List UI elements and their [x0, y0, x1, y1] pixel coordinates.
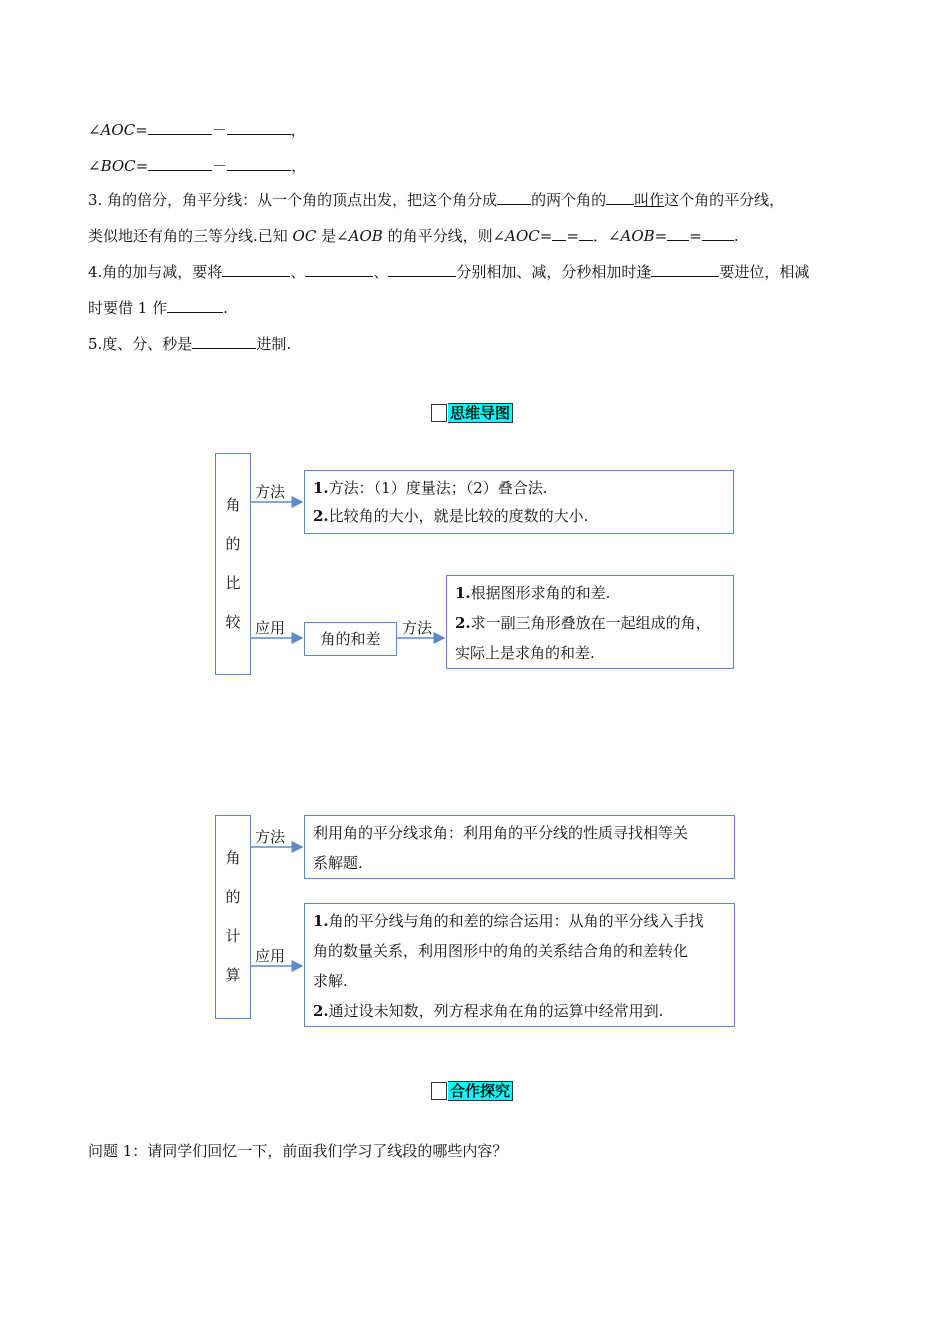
mindmap-title: 思维导图: [448, 403, 513, 423]
separator: 、: [290, 263, 306, 281]
equals: =: [539, 227, 553, 245]
angle-name: AOC: [505, 227, 540, 245]
text: 的角平分线，则∠: [382, 227, 506, 245]
text: 时要借 1 作: [88, 299, 168, 317]
equals: =: [566, 227, 579, 245]
item-text: 方法：（1）度量法；（2）叠合法.: [328, 479, 548, 497]
item-number: 1.: [313, 912, 329, 930]
angle-symbol: ∠: [88, 121, 101, 139]
coop-title: 合作探究: [448, 1081, 513, 1101]
root-char: 较: [225, 613, 241, 631]
text: ．∠: [592, 227, 621, 245]
period: .: [733, 227, 739, 245]
root-char: 的: [225, 888, 241, 906]
item-number: 2.: [313, 1002, 329, 1020]
equals: =: [135, 157, 149, 175]
map2-method-label: 方法: [255, 828, 286, 846]
item-text: 实际上是求角的和差.: [455, 644, 595, 662]
text: 的两个角的: [531, 191, 607, 209]
map1-root: [215, 453, 251, 675]
map1-method-label: 方法: [255, 483, 286, 501]
map1-method-box: [304, 470, 734, 534]
equals: =: [135, 121, 148, 139]
map2-apply-label: 应用: [255, 947, 286, 965]
item-text: 利用角的平分线求角：利用角的平分线的性质寻找相等关: [313, 824, 689, 842]
angle-name: AOC: [100, 121, 136, 139]
text: 类似地还有角的三等分线.已知: [88, 227, 293, 245]
text: 5.度、分、秒是: [88, 335, 193, 353]
map1-method-label-2: 方法: [402, 619, 433, 637]
map2-apply-box: [304, 903, 735, 1027]
map1-apply-box: [446, 575, 734, 669]
item-number: 2.: [455, 614, 471, 632]
text: 4.角的加与减，要将: [88, 263, 223, 281]
root-char: 计: [225, 927, 241, 945]
ray-name: OC: [292, 227, 317, 245]
text: 3. 角的倍分，角平分线：从一个角的顶点出发，把这个角分成: [88, 191, 498, 209]
comma: ，: [290, 121, 306, 139]
root-char: 角: [225, 496, 241, 514]
angle-symbol: ∠: [88, 157, 101, 175]
separator: 、: [373, 263, 389, 281]
text: 分别相加、减，分秒相加时逢: [456, 263, 652, 281]
item-text: 系解题.: [313, 854, 363, 872]
root-char: 算: [225, 966, 241, 984]
text: 是∠: [316, 227, 349, 245]
heading-square-icon: [431, 1082, 447, 1100]
angle-name: BOC: [100, 157, 136, 175]
item-text: 求解.: [313, 972, 348, 990]
item-text: 角的平分线与角的和差的综合运用：从角的平分线入手找: [328, 912, 704, 930]
item-text: 角的数量关系，利用图形中的角的关系结合角的和差转化: [313, 942, 689, 960]
item-number: 1.: [313, 479, 329, 497]
map1-apply-label: 应用: [255, 619, 286, 637]
equals: =: [654, 227, 668, 245]
map2-root: [215, 815, 251, 1019]
item-text: 求一副三角形叠放在一起组成的角，: [470, 614, 711, 632]
item-text: 通过设未知数，列方程求角在角的运算中经常用到.: [328, 1002, 664, 1020]
underlined-text: 叫作: [634, 191, 665, 209]
item-number: 1.: [455, 584, 471, 602]
angle-name: AOB: [620, 227, 655, 245]
minus: －: [212, 157, 228, 175]
question-1: 问题 1：请同学们回忆一下，前面我们学习了线段的哪些内容？: [88, 1142, 508, 1160]
period: .: [223, 299, 228, 317]
map2-method-box: [304, 815, 735, 879]
angle-name: AOB: [348, 227, 383, 245]
coop-heading: [431, 1081, 513, 1101]
text: 这个角的平分线，: [664, 191, 785, 209]
root-char: 比: [225, 574, 241, 592]
root-char: 的: [225, 535, 241, 553]
text: 要进位，相减: [719, 263, 810, 281]
text: 进制.: [256, 335, 292, 353]
item-text: 根据图形求角的和差.: [470, 584, 611, 602]
map1-middle-box: 角的和差: [304, 622, 397, 656]
comma: ，: [291, 157, 307, 175]
equals: =: [689, 227, 702, 245]
root-char: 角: [225, 849, 241, 867]
minus: －: [211, 121, 227, 139]
item-number: 2.: [313, 507, 329, 525]
item-text: 比较角的大小，就是比较的度数的大小.: [328, 507, 589, 525]
